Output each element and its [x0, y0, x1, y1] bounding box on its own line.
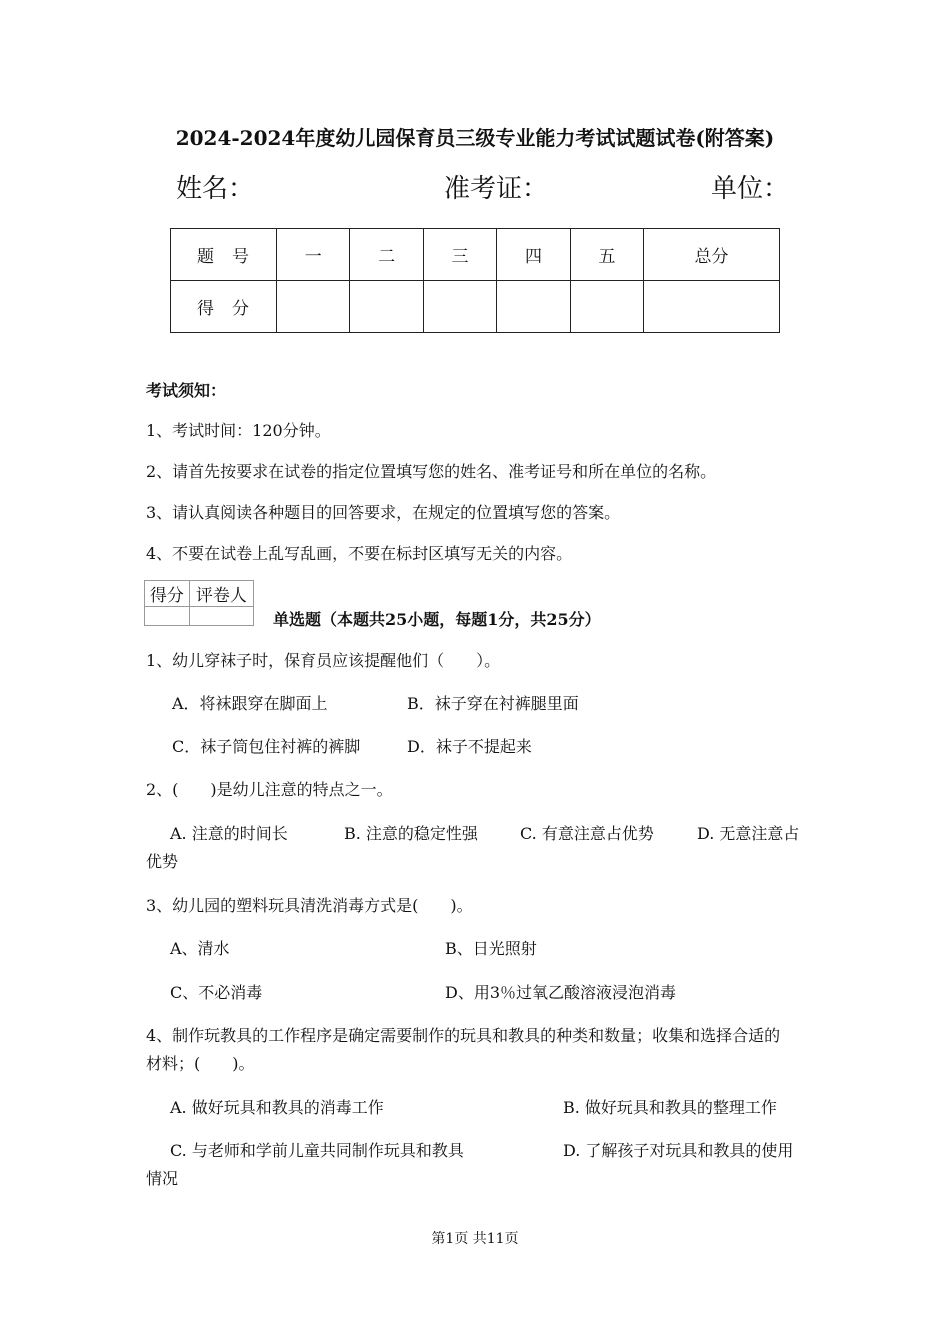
section-title: 单选题（本题共25小题，每题1分，共25分）	[273, 610, 601, 629]
grader-box	[144, 580, 254, 626]
score-table-header-row	[171, 229, 780, 281]
unit-field-label: 单位：	[711, 174, 790, 204]
notice-item: 3、请认真阅读各种题目的回答要求，在规定的位置填写您的答案。	[146, 503, 621, 522]
score-cell[interactable]	[497, 281, 570, 333]
question-stem: 3、幼儿园的塑料玩具清洗消毒方式是( )。	[146, 896, 473, 915]
score-cell[interactable]	[644, 281, 780, 333]
question-stem: 1、幼儿穿袜子时，保育员应该提醒他们（ ）。	[146, 651, 501, 670]
grader-score-cell[interactable]	[145, 607, 190, 626]
option-a: A. 做好玩具和教具的消毒工作	[170, 1098, 384, 1117]
ticket-field-label: 准考证：	[444, 174, 549, 204]
option-a: A．将袜跟穿在脚面上	[172, 694, 328, 713]
score-table-header-cell: 五	[570, 229, 643, 281]
option-c: C．袜子筒包住衬裤的裤脚	[172, 737, 361, 756]
name-field-label: 姓名：	[176, 174, 255, 204]
notice-item: 2、请首先按要求在试卷的指定位置填写您的姓名、准考证号和所在单位的名称。	[146, 462, 717, 481]
notice-item: 1、考试时间：120分钟。	[146, 421, 331, 440]
score-table	[170, 228, 780, 333]
grader-reviewer-label: 评卷人	[189, 581, 253, 607]
option-a: A、清水	[170, 939, 230, 958]
score-table-header-cell: 四	[497, 229, 570, 281]
question-stem: 4、制作玩教具的工作程序是确定需要制作的玩具和教具的种类和数量；收集和选择合适的	[146, 1026, 781, 1045]
option-d-continued: 情况	[146, 1169, 179, 1188]
question-stem-continued: 材料；( )。	[146, 1054, 255, 1073]
score-table-header-cell: 二	[350, 229, 423, 281]
score-cell[interactable]	[277, 281, 350, 333]
score-table-header-cell: 三	[423, 229, 496, 281]
option-d-continued: 优势	[146, 852, 179, 871]
option-d: D. 无意注意占	[697, 824, 800, 843]
option-c: C、不必消毒	[170, 983, 263, 1002]
notice-item: 4、不要在试卷上乱写乱画，不要在标封区填写无关的内容。	[146, 544, 573, 563]
option-c: C. 与老师和学前儿童共同制作玩具和教具	[170, 1141, 464, 1160]
grader-score-label: 得分	[145, 581, 190, 607]
score-cell[interactable]	[423, 281, 496, 333]
score-table-header-cell: 总分	[644, 229, 780, 281]
score-cell[interactable]	[570, 281, 643, 333]
exam-title: 2024-2024年度幼儿园保育员三级专业能力考试试题试卷(附答案)	[175, 126, 775, 150]
score-row-label: 得分	[171, 281, 277, 333]
option-c: C. 有意注意占优势	[520, 824, 654, 843]
notice-heading: 考试须知：	[146, 381, 227, 400]
score-cell[interactable]	[350, 281, 423, 333]
score-table-score-row	[171, 281, 780, 333]
option-d: D. 了解孩子对玩具和教具的使用	[563, 1141, 794, 1160]
option-b: B. 注意的稳定性强	[344, 824, 478, 843]
option-d: D、用3％过氧乙酸溶液浸泡消毒	[445, 983, 677, 1002]
score-table-header-cell: 题号	[171, 229, 277, 281]
option-d: D．袜子不提起来	[407, 737, 532, 756]
page-footer: 第1页 共11页	[431, 1231, 519, 1247]
option-b: B. 做好玩具和教具的整理工作	[563, 1098, 777, 1117]
grader-reviewer-cell[interactable]	[189, 607, 253, 626]
option-a: A. 注意的时间长	[170, 824, 288, 843]
option-b: B．袜子穿在衬裤腿里面	[407, 694, 579, 713]
question-stem: 2、( )是幼儿注意的特点之一。	[146, 780, 393, 799]
score-table-header-cell: 一	[277, 229, 350, 281]
option-b: B、日光照射	[445, 939, 537, 958]
